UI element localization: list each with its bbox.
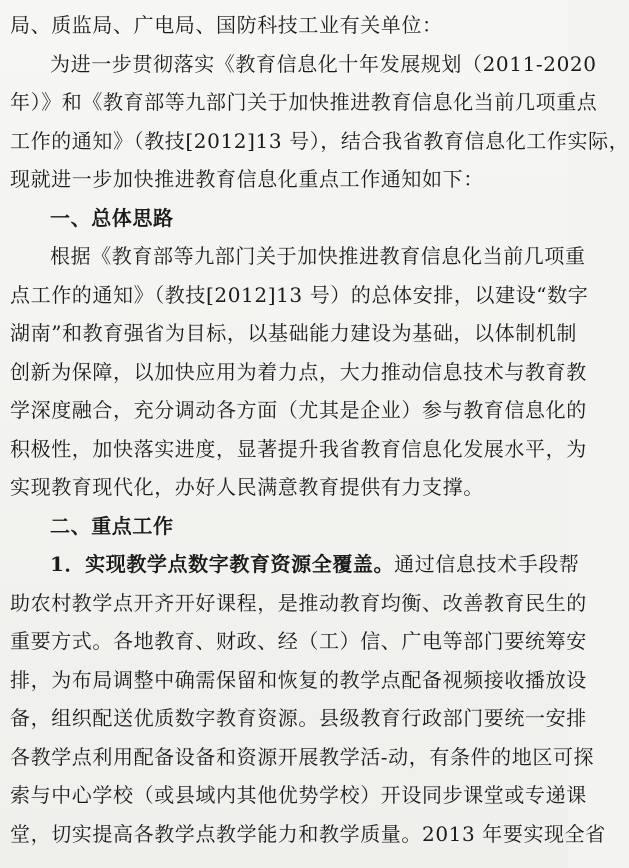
text-line: 堂，切实提高各教学点教学能力和教学质量。2013 年要实现全省 <box>10 821 606 846</box>
section-heading: 二、重点工作 <box>50 513 174 538</box>
section-heading: 一、总体思路 <box>50 205 174 230</box>
text-line <box>10 545 580 584</box>
text-line: 年）》和《教育部等九部门关于加快推进教育信息化当前几项重点 <box>10 90 598 114</box>
text-line: 湖南”和教育强省为目标，以基础能力建设为基础，以体制机制 <box>10 321 578 345</box>
text-line: 索与中心学校（或县域内其他优势学校）开设同步课堂或专递课 <box>10 783 587 807</box>
text-line: 重要方式。各地教育、财政、经（工）信、广电等部门要统筹安 <box>10 629 587 653</box>
text-line: 局、质监局、广电局、国防科技工业有关单位： <box>10 13 443 37</box>
text-line: 助农村教学点开齐开好课程，是推动教育均衡、改善教育民生的 <box>10 590 587 615</box>
text-line: 排，为布局调整中确需保留和恢复的教学点配备视频接收播放设 <box>10 667 587 692</box>
text-line: 根据《教育部等九部门关于加快推进教育信息化当前几项重 <box>50 244 586 268</box>
text-line: 工作的通知》（教技[2012]13 号），结合我省教育信息化工作实际， <box>10 128 629 153</box>
text-line: 创新为保障，以加快应用为着力点，大力推动信息技术与教育教 <box>10 359 587 384</box>
text-line: 为进一步贯彻落实《教育信息化十年发展规划（2011-2020 <box>50 51 597 76</box>
text-line: 实现教育现代化，办好人民满意教育提供有力支撑。 <box>10 475 484 499</box>
text-line: 积极性，加快落实进度，显著提升我省教育信息化发展水平，为 <box>10 436 587 461</box>
text-line: 现就进一步加快推进教育信息化重点工作通知如下： <box>10 167 484 191</box>
item-title: 1．实现教学点数字教育资源全覆盖。 <box>50 552 395 576</box>
text-line: 备，组织配送优质数字教育资源。县级教育行政部门要统一安排 <box>10 706 587 730</box>
text-line: 学深度融合，充分调动各方面（尤其是企业）参与教育信息化的 <box>10 398 587 422</box>
text-line: 点工作的通知》（教技[2012]13 号）的总体安排，以建设“数字 <box>10 282 589 307</box>
text-line: 各教学点利用配备设备和资源开展教学活-动，有条件的地区可探 <box>10 744 595 769</box>
item-text: 通过信息技术手段帮 <box>394 552 580 576</box>
